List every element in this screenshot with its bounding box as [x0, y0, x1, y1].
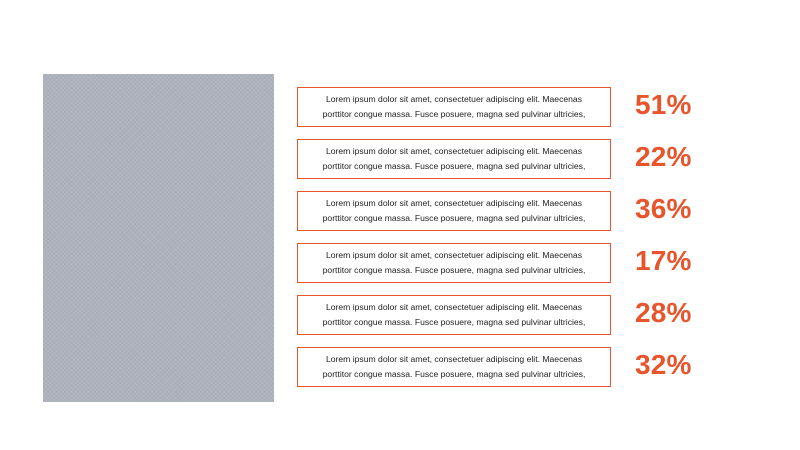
stat-text-box [297, 243, 611, 283]
stat-text-box [297, 295, 611, 335]
stat-row [297, 347, 717, 389]
stat-row [297, 295, 717, 337]
stat-description: Lorem ipsum dolor sit amet, consectetuer adipiscing elit. Maecenas porttitor congue massa. Fusce posuere, magna sed pulvinar ultricies, [322, 198, 586, 223]
stat-description: Lorem ipsum dolor sit amet, consectetuer adipiscing elit. Maecenas porttitor congue massa. Fusce posuere, magna sed pulvinar ultricies, [322, 94, 586, 119]
stat-percentage: 51% [635, 89, 692, 120]
stat-percentage: 36% [635, 193, 692, 224]
stat-text-box [297, 139, 611, 179]
stat-description: Lorem ipsum dolor sit amet, consectetuer adipiscing elit. Maecenas porttitor congue massa. Fusce posuere, magna sed pulvinar ultricies, [322, 302, 586, 327]
stat-description: Lorem ipsum dolor sit amet, consectetuer adipiscing elit. Maecenas porttitor congue massa. Fusce posuere, magna sed pulvinar ultricies, [322, 146, 586, 171]
stat-percentage: 17% [635, 245, 692, 276]
stat-list [297, 87, 717, 399]
stat-text-box [297, 191, 611, 231]
stat-percentage: 28% [635, 297, 692, 328]
stat-description: Lorem ipsum dolor sit amet, consectetuer adipiscing elit. Maecenas porttitor congue massa. Fusce posuere, magna sed pulvinar ultricies, [322, 250, 586, 275]
stat-description: Lorem ipsum dolor sit amet, consectetuer adipiscing elit. Maecenas porttitor congue massa. Fusce posuere, magna sed pulvinar ultricies, [322, 354, 586, 379]
stat-row [297, 139, 717, 181]
stat-row [297, 191, 717, 233]
stat-text-box [297, 87, 611, 127]
stat-percentage: 22% [635, 141, 692, 172]
image-placeholder [43, 74, 274, 402]
stat-row [297, 87, 717, 129]
stat-text-box [297, 347, 611, 387]
stat-row [297, 243, 717, 285]
stat-percentage: 32% [635, 349, 692, 380]
